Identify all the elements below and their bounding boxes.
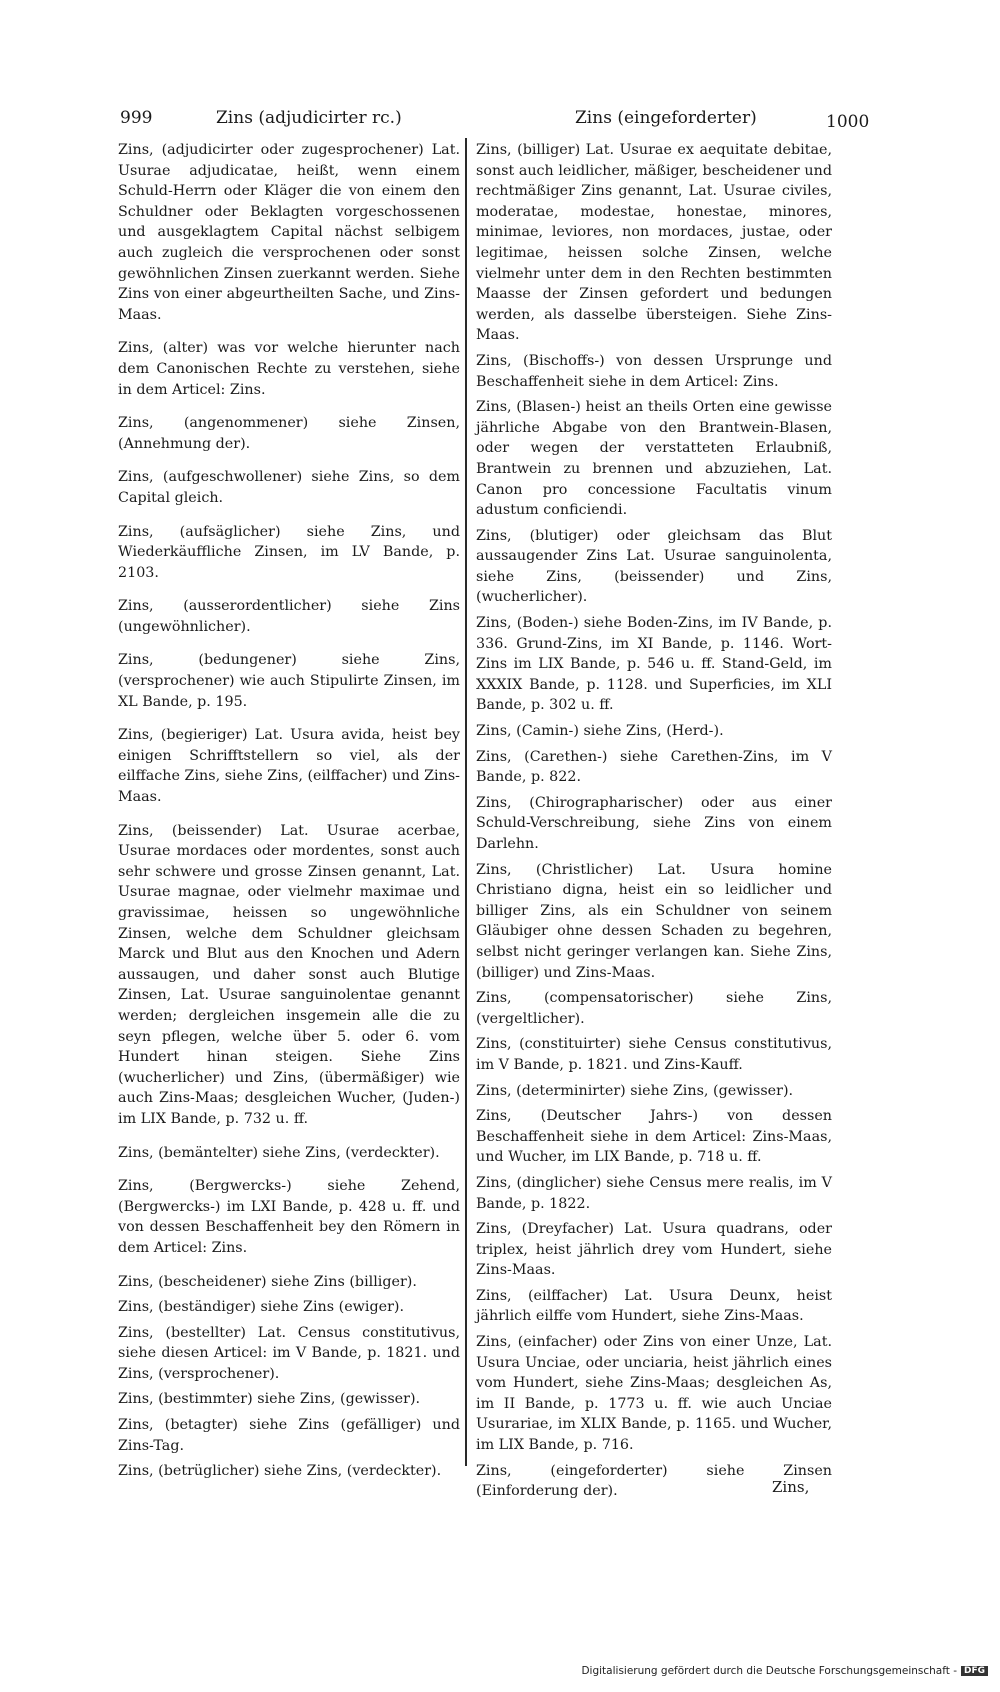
entry: Zins, (Dreyfacher) Lat. Usura quadrans, oder triplex, heist jährlich drey vom Hundert, siehe Zins-Maas. (476, 1221, 832, 1279)
digitization-footer (548, 1665, 988, 1677)
entry: Zins, (adjudicirter oder zugesprochener) Lat. Usurae adjudicatae, heißt, wenn einem Schuld-Herrn oder Kläger die von einem den Schuldner oder Beklagten vorgeschossenen und ausgeklagtem Capital nächst selbigem auch zugleich die versprochenen oder sonst gewöhnlichen Zinsen zuerkannt werden. Siehe Zins von einer abgeurtheilten Sache, und Zins-Maas. (118, 142, 460, 323)
entry: Zins, (alter) was vor welche hierunter nach dem Canonischen Rechte zu verstehen, siehe in dem Articel: Zins. (118, 340, 460, 398)
entry: Zins, (Boden-) siehe Boden-Zins, im IV Bande, p. 336. Grund-Zins, im XI Bande, p. 1146. Wort-Zins im LIX Bande, p. 546 u. ff. Stand-Geld, im XXXIX Bande, p. 1128. und Superficies, im XLI Bande, p. 302 u. ff. (476, 615, 832, 714)
entry: Zins, (beissender) Lat. Usurae acerbae, Usurae mordaces oder mordentes, sonst auch sehr schwere und grosse Zinsen genannt, Lat. Usurae magnae, oder vielmehr maximae und gravissimae, heissen so ungewöhnliche Zinsen, welche dem Schuldner gleichsam Marck und Blut aus den Knochen und Adern aussaugen, und daher sonst auch Blutige Zinsen, Lat. Usurae sanguinolentae genannt werden; dergleichen insgemein alle die zu seyn pflegen, welche über 5. oder 6. vom Hundert hinan steigen. Siehe Zins (wucherlicher) und Zins, (übermäßiger) wie auch Zins-Maas; desgleichen Wucher, (Juden-) im LIX Bande, p. 732 u. ff. (118, 822, 460, 1127)
entry: Zins, (Christlicher) Lat. Usura homine Christiano digna, heist ein so leidlicher und billiger Zins, als ein Schuldner von seinem Gläubiger ohne dessen Schaden zu begehren, selbst nicht geringer verlangen kan. Siehe Zins, (billiger) und Zins-Maas. (476, 861, 832, 981)
entry: Zins, (eilffacher) Lat. Usura Deunx, heist jährlich eilffe vom Hundert, siehe Zins-Maas. (476, 1287, 832, 1325)
entry: Zins, (betrüglicher) siehe Zins, (verdeckter). (118, 1463, 442, 1480)
entry: Zins, (Bischoffs-) von dessen Ursprunge und Beschaffenheit siehe in dem Articel: Zins. (476, 352, 832, 390)
entry: Zins, (constituirter) siehe Census constitutivus, im V Bande, p. 1821. und Zins-Kauff. (476, 1036, 832, 1073)
entry: Zins, (bestimmter) siehe Zins, (gewisser). (118, 1391, 421, 1408)
running-head-left: Zins (adjudicirter rc.) (216, 108, 402, 128)
dfg-logo: DFG (961, 1666, 988, 1676)
entry: Zins, (compensatorischer) siehe Zins, (vergeltlicher). (476, 990, 832, 1027)
entry: Zins, (einfacher) oder Zins von einer Unze, Lat. Usura Unciae, oder unciaria, heist jährlich eines vom Hundert, siehe Zins-Maas; desgleichen As, im II Bande, p. 1773 u. ff. wie auch Unciae Usurariae, im XLIX Bande, p. 1165. und Wucher, im LIX Bande, p. 716. (476, 1334, 832, 1454)
page-header (120, 108, 870, 132)
entry: Zins, (aufgeschwollener) siehe Zins, so dem Capital gleich. (118, 469, 460, 506)
entry: Zins, (blutiger) oder gleichsam das Blut aussaugender Zins Lat. Usurae sanguinolenta, siehe Zins, (beissender) und Zins, (wucherlicher). (476, 527, 832, 606)
entry: Zins, (bestellter) Lat. Census constitutivus, siehe diesen Articel: im V Bande, p. 1821. und Zins, (versprochener). (118, 1324, 460, 1382)
entry: Zins, (Camin-) siehe Zins, (Herd-). (476, 723, 724, 740)
entry: Zins, (ausserordentlicher) siehe Zins (ungewöhnlicher). (118, 598, 460, 635)
entry: Zins, (betagter) siehe Zins (gefälliger) und Zins-Tag. (118, 1417, 460, 1454)
entry: Zins, (Carethen-) siehe Carethen-Zins, im V Bande, p. 822. (476, 748, 832, 786)
entry: Zins, (begieriger) Lat. Usura avida, heist bey einigen Schrifftstellern so viel, als der eilffache Zins, siehe Zins, (eilffacher) und Zins-Maas. (118, 727, 460, 806)
page-number-left: 999 (120, 108, 153, 128)
entry: Zins, (determinirter) siehe Zins, (gewisser). (476, 1082, 794, 1099)
entry: Zins, (Bergwercks-) siehe Zehend, (Bergwercks-) im LXI Bande, p. 428 u. ff. und von dessen Beschaffenheit bey den Römern in dem Articel: Zins. (118, 1178, 460, 1256)
entry: Zins, (beständiger) siehe Zins (ewiger). (118, 1299, 405, 1316)
entry: Zins, (bescheidener) siehe Zins (billiger). (118, 1273, 417, 1290)
entry: Zins, (angenommener) siehe Zinsen, (Annehmung der). (118, 415, 460, 452)
entry: Zins, (Chirographarischer) oder aus einer Schuld-Verschreibung, siehe Zins von einem Darlehn. (476, 794, 832, 852)
entry: Zins, (aufsäglicher) siehe Zins, und Wiederkäuffliche Zinsen, im LV Bande, p. 2103. (118, 523, 460, 581)
column-divider (465, 138, 467, 1466)
entry: Zins, (Blasen-) heist an theils Orten eine gewisse jährliche Abgabe von den Brantwein-Blasen, oder wegen der verstatteten Erlaubniß, Brantwein zu brennen und abzuziehen, Lat. Canon pro concessione Facultatis vinum adustum conficiendi. (476, 399, 832, 519)
entry: Zins, (bemäntelter) siehe Zins, (verdeckter). (118, 1144, 440, 1161)
entry: Zins, (eingeforderter) siehe Zinsen (Einforderung der). (476, 1462, 832, 1500)
left-column (118, 140, 460, 1487)
entry: Zins, (bedungener) siehe Zins, (versprochener) wie auch Stipulirte Zinsen, im XL Bande, p. 195. (118, 652, 460, 710)
page-number-right: 1000 (826, 112, 870, 132)
catchword: Zins, (772, 1478, 810, 1496)
footer-text: Digitalisierung gefördert durch die Deutsche Forschungsgemeinschaft - (581, 1665, 957, 1677)
entry: Zins, (dinglicher) siehe Census mere realis, im V Bande, p. 1822. (476, 1174, 832, 1212)
entry: Zins, (billiger) Lat. Usurae ex aequitate debitae, sonst auch leidlicher, mäßiger, bescheidener und rechtmäßiger Zins genannt, Lat. Usurae civiles, moderatae, modestae, honestae, minores, minimae, leviores, non mordaces, justae, oder legitimae, heissen solche Zinsen, welche vielmehr unter dem in den Rechten bestimmten Maasse der Zinsen gefordert und bedungen werden, als dasselbe übersteigen. Siehe Zins-Maas. (476, 142, 832, 344)
entry: Zins, (Deutscher Jahrs-) von dessen Beschaffenheit siehe in dem Articel: Zins-Maas, und Wucher, im LIX Bande, p. 718 u. ff. (476, 1108, 832, 1166)
running-head-right: Zins (eingeforderter) (575, 108, 757, 128)
right-column (476, 140, 832, 1507)
